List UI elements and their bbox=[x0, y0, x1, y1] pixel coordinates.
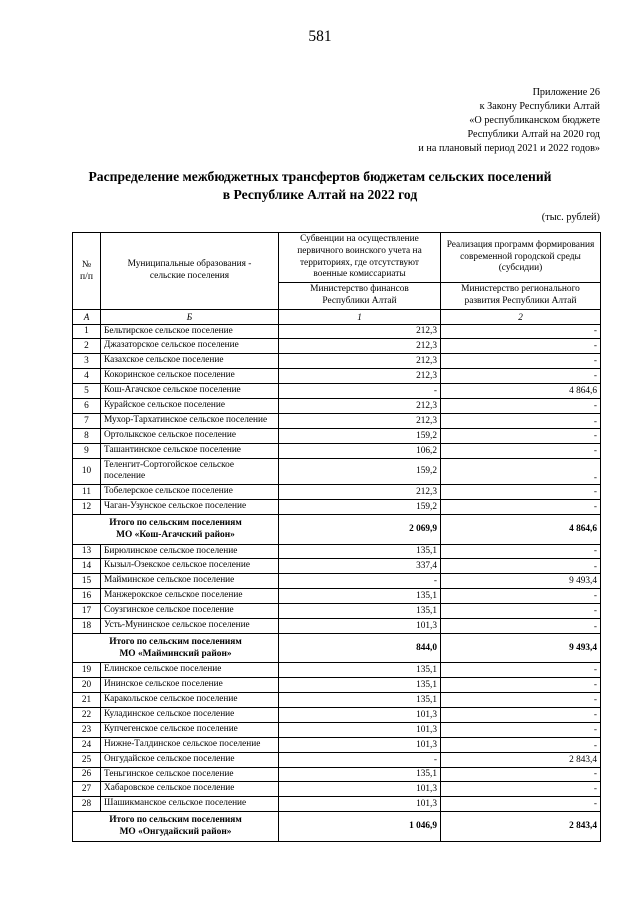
row-value-subvention: - bbox=[279, 752, 441, 767]
table-row bbox=[73, 693, 601, 708]
column-header-number-line-2: п/п bbox=[80, 270, 93, 282]
row-municipality-name: Ининское сельское поселение bbox=[101, 678, 279, 693]
row-value-subvention: 212,3 bbox=[279, 324, 441, 339]
row-municipality-name: Манжерокское сельское поселение bbox=[101, 589, 279, 604]
table-row bbox=[73, 443, 601, 458]
row-value-urban-environment: - bbox=[441, 707, 601, 722]
row-municipality-name: Курайское сельское поселение bbox=[101, 398, 279, 413]
row-municipality-name: Купчегенское сельское поселение bbox=[101, 722, 279, 737]
row-municipality-name: Хабаровское сельское поселение bbox=[101, 782, 279, 797]
table-row bbox=[73, 384, 601, 399]
appendix-line-2: к Закону Республики Алтай bbox=[479, 101, 600, 113]
column-subheader-regional-line-1: Министерство регионального bbox=[461, 284, 580, 294]
row-municipality-name: Соузгинское сельское поселение bbox=[101, 604, 279, 619]
table-row bbox=[73, 752, 601, 767]
column-header-municipality-line-2: сельские поселения bbox=[149, 270, 230, 281]
row-value-subvention: 212,3 bbox=[279, 398, 441, 413]
row-municipality-name: Кош-Агачское сельское поселение bbox=[101, 384, 279, 399]
row-municipality-name: Кокоринское сельское поселение bbox=[101, 369, 279, 384]
row-index: 18 bbox=[73, 618, 101, 633]
row-index: 3 bbox=[73, 354, 101, 369]
column-subheader-ministry-of-finance bbox=[279, 283, 441, 310]
table-row bbox=[73, 574, 601, 589]
row-value-urban-environment: - bbox=[441, 324, 601, 339]
table-row bbox=[73, 369, 601, 384]
row-value-urban-environment: - bbox=[441, 485, 601, 500]
row-index: 4 bbox=[73, 369, 101, 384]
table-row bbox=[73, 324, 601, 339]
row-value-subvention: 212,3 bbox=[279, 339, 441, 354]
row-index: 1 bbox=[73, 324, 101, 339]
total-value-subvention: 2 069,9 bbox=[279, 515, 441, 544]
total-label-line-1: Итого по сельским поселениям bbox=[109, 815, 242, 826]
row-value-urban-environment: - bbox=[441, 369, 601, 384]
row-index: 14 bbox=[73, 559, 101, 574]
table-row bbox=[73, 354, 601, 369]
row-value-subvention: 337,4 bbox=[279, 559, 441, 574]
column-header-urban-environment: Реализация программ формирования современной городской среды (субсидии) bbox=[441, 233, 601, 283]
row-value-subvention: 101,3 bbox=[279, 722, 441, 737]
document-title-line-1: Распределение межбюджетных трансфертов бюджетам сельских поселений bbox=[88, 169, 552, 184]
row-index: 6 bbox=[73, 398, 101, 413]
table-row bbox=[73, 485, 601, 500]
row-value-urban-environment: - bbox=[441, 398, 601, 413]
table-header bbox=[73, 233, 601, 325]
row-municipality-name: Кызыл-Озекское сельское поселение bbox=[101, 559, 279, 574]
table-total-row bbox=[73, 812, 601, 841]
row-municipality-name: Теньгинское сельское поселение bbox=[101, 767, 279, 782]
row-index: 7 bbox=[73, 413, 101, 428]
table-row bbox=[73, 544, 601, 559]
row-municipality-name: Бирюлинское сельское поселение bbox=[101, 544, 279, 559]
row-value-subvention: 159,2 bbox=[279, 458, 441, 485]
row-value-subvention: 106,2 bbox=[279, 443, 441, 458]
row-value-urban-environment: - bbox=[441, 428, 601, 443]
row-value-urban-environment: - bbox=[441, 458, 601, 485]
row-value-urban-environment: - bbox=[441, 589, 601, 604]
row-value-subvention: 159,2 bbox=[279, 500, 441, 515]
row-index: 10 bbox=[73, 458, 101, 485]
total-label-line-2: МО «Онгудайский район» bbox=[119, 827, 232, 838]
column-header-number-line-1: № bbox=[81, 259, 92, 271]
row-value-subvention: 135,1 bbox=[279, 678, 441, 693]
row-municipality-name: Ташантинское сельское поселение bbox=[101, 443, 279, 458]
row-municipality-name: Ортолыкское сельское поселение bbox=[101, 428, 279, 443]
column-header-subvention: Субвенции на осуществление первичного воинского учета на территориях, где отсутствуют военные комиссариаты bbox=[279, 233, 441, 283]
row-value-urban-environment: - bbox=[441, 413, 601, 428]
row-index: 27 bbox=[73, 782, 101, 797]
row-value-urban-environment: 4 864,6 bbox=[441, 384, 601, 399]
row-value-subvention: 101,3 bbox=[279, 618, 441, 633]
row-value-urban-environment: - bbox=[441, 693, 601, 708]
row-value-urban-environment: - bbox=[441, 663, 601, 678]
row-value-subvention: 101,3 bbox=[279, 797, 441, 812]
row-municipality-name: Тобелерское сельское поселение bbox=[101, 485, 279, 500]
row-value-subvention: - bbox=[279, 574, 441, 589]
row-index: 15 bbox=[73, 574, 101, 589]
transfers-table bbox=[72, 232, 601, 842]
total-value-urban-environment: 9 493,4 bbox=[441, 633, 601, 662]
row-index: 21 bbox=[73, 693, 101, 708]
appendix-line-1: Приложение 26 bbox=[532, 87, 600, 98]
column-marker-2: 2 bbox=[441, 309, 601, 324]
table-row bbox=[73, 458, 601, 485]
row-municipality-name: Елинское сельское поселение bbox=[101, 663, 279, 678]
total-value-urban-environment: 2 843,4 bbox=[441, 812, 601, 841]
row-value-urban-environment: - bbox=[441, 544, 601, 559]
table-row bbox=[73, 722, 601, 737]
total-label-line-1: Итого по сельским поселениям bbox=[109, 636, 242, 647]
row-value-urban-environment: - bbox=[441, 339, 601, 354]
row-index: 22 bbox=[73, 707, 101, 722]
row-index: 17 bbox=[73, 604, 101, 619]
total-label bbox=[73, 633, 279, 662]
table-row bbox=[73, 559, 601, 574]
row-index: 23 bbox=[73, 722, 101, 737]
row-value-urban-environment: - bbox=[441, 500, 601, 515]
table-row bbox=[73, 618, 601, 633]
row-value-subvention: 101,3 bbox=[279, 707, 441, 722]
column-header-number bbox=[73, 233, 101, 310]
row-value-subvention: 159,2 bbox=[279, 428, 441, 443]
table-row bbox=[73, 589, 601, 604]
row-value-subvention: 135,1 bbox=[279, 693, 441, 708]
row-municipality-name: Майминское сельское поселение bbox=[101, 574, 279, 589]
row-index: 28 bbox=[73, 797, 101, 812]
row-index: 25 bbox=[73, 752, 101, 767]
table-row bbox=[73, 663, 601, 678]
page-number: 581 bbox=[308, 28, 332, 45]
row-index: 13 bbox=[73, 544, 101, 559]
row-municipality-name: Казахское сельское поселение bbox=[101, 354, 279, 369]
appendix-line-3: «О республиканском бюджете bbox=[469, 115, 600, 127]
column-header-municipality-line-1: Муниципальные образования - bbox=[127, 259, 252, 269]
row-municipality-name: Джазаторское сельское поселение bbox=[101, 339, 279, 354]
row-value-urban-environment: - bbox=[441, 443, 601, 458]
row-value-urban-environment: - bbox=[441, 604, 601, 619]
column-header-municipality bbox=[101, 233, 279, 310]
row-index: 19 bbox=[73, 663, 101, 678]
row-value-subvention: 212,3 bbox=[279, 413, 441, 428]
row-value-subvention: 212,3 bbox=[279, 354, 441, 369]
table-row bbox=[73, 339, 601, 354]
total-value-urban-environment: 4 864,6 bbox=[441, 515, 601, 544]
document-title bbox=[60, 168, 580, 204]
table-row bbox=[73, 500, 601, 515]
row-municipality-name: Онгудайское сельское поселение bbox=[101, 752, 279, 767]
total-label bbox=[73, 515, 279, 544]
row-value-urban-environment: - bbox=[441, 559, 601, 574]
row-index: 12 bbox=[73, 500, 101, 515]
row-value-urban-environment: - bbox=[441, 678, 601, 693]
row-index: 2 bbox=[73, 339, 101, 354]
table-body bbox=[73, 324, 601, 841]
table-row bbox=[73, 428, 601, 443]
row-value-urban-environment: - bbox=[441, 618, 601, 633]
row-value-subvention: 135,1 bbox=[279, 604, 441, 619]
column-subheader-regional-line-2: развития Республики Алтай bbox=[464, 295, 577, 306]
row-value-subvention: 101,3 bbox=[279, 782, 441, 797]
row-municipality-name: Каракольское сельское поселение bbox=[101, 693, 279, 708]
total-value-subvention: 844,0 bbox=[279, 633, 441, 662]
table-row bbox=[73, 707, 601, 722]
table-row bbox=[73, 797, 601, 812]
table-row bbox=[73, 678, 601, 693]
document-title-line-2: в Республике Алтай на 2022 год bbox=[222, 186, 418, 202]
row-municipality-name: Куладинское сельское поселение bbox=[101, 707, 279, 722]
row-value-subvention: 135,1 bbox=[279, 589, 441, 604]
table-row bbox=[73, 737, 601, 752]
row-municipality-name: Бельтирское сельское поселение bbox=[101, 324, 279, 339]
row-index: 5 bbox=[73, 384, 101, 399]
row-value-subvention: 101,3 bbox=[279, 737, 441, 752]
table-total-row bbox=[73, 515, 601, 544]
row-index: 8 bbox=[73, 428, 101, 443]
row-value-urban-environment: - bbox=[441, 767, 601, 782]
total-value-subvention: 1 046,9 bbox=[279, 812, 441, 841]
row-value-subvention: 212,3 bbox=[279, 485, 441, 500]
row-value-urban-environment: - bbox=[441, 722, 601, 737]
row-municipality-name: Чаган-Узунское сельское поселение bbox=[101, 500, 279, 515]
row-index: 24 bbox=[73, 737, 101, 752]
row-municipality-name: Усть-Мунинское сельское поселение bbox=[101, 618, 279, 633]
total-label-line-1: Итого по сельским поселениям bbox=[109, 518, 242, 529]
column-marker-1: 1 bbox=[279, 309, 441, 324]
table-total-row bbox=[73, 633, 601, 662]
units-note: (тыс. рублей) bbox=[541, 212, 600, 223]
row-value-urban-environment: - bbox=[441, 782, 601, 797]
total-label bbox=[73, 812, 279, 841]
appendix-reference bbox=[260, 86, 600, 156]
table-row bbox=[73, 604, 601, 619]
appendix-line-4: Республики Алтай на 2020 год bbox=[467, 129, 600, 141]
row-value-subvention: 135,1 bbox=[279, 767, 441, 782]
row-value-subvention: - bbox=[279, 384, 441, 399]
total-label-line-2: МО «Майминский район» bbox=[119, 649, 232, 660]
table-row bbox=[73, 413, 601, 428]
row-value-urban-environment: - bbox=[441, 797, 601, 812]
column-marker-row bbox=[73, 309, 601, 324]
table-row bbox=[73, 767, 601, 782]
total-label-line-2: МО «Кош-Агачский район» bbox=[116, 530, 235, 541]
row-value-subvention: 212,3 bbox=[279, 369, 441, 384]
row-municipality-name: Шашикманское сельское поселение bbox=[101, 797, 279, 812]
row-value-urban-environment: 9 493,4 bbox=[441, 574, 601, 589]
row-value-urban-environment: - bbox=[441, 737, 601, 752]
row-municipality-name: Мухор-Тархатинское сельское поселение bbox=[101, 413, 279, 428]
column-subheader-ministry-of-regional-development bbox=[441, 283, 601, 310]
appendix-line-5: и на плановый период 2021 и 2022 годов» bbox=[418, 143, 600, 155]
row-index: 26 bbox=[73, 767, 101, 782]
row-index: 11 bbox=[73, 485, 101, 500]
row-municipality-name: Теленгит-Сортогойское сельское поселение bbox=[101, 458, 279, 485]
row-value-urban-environment: 2 843,4 bbox=[441, 752, 601, 767]
row-value-subvention: 135,1 bbox=[279, 663, 441, 678]
row-municipality-name: Нижне-Талдинское сельское поселение bbox=[101, 737, 279, 752]
column-subheader-finance-line-1: Министерство финансов bbox=[310, 284, 409, 294]
column-marker-b: Б bbox=[101, 309, 279, 324]
row-index: 9 bbox=[73, 443, 101, 458]
row-value-subvention: 135,1 bbox=[279, 544, 441, 559]
row-value-urban-environment: - bbox=[441, 354, 601, 369]
table-row bbox=[73, 782, 601, 797]
row-index: 20 bbox=[73, 678, 101, 693]
column-subheader-finance-line-2: Республики Алтай bbox=[322, 295, 397, 306]
table-row bbox=[73, 398, 601, 413]
column-marker-a: А bbox=[73, 309, 101, 324]
row-index: 16 bbox=[73, 589, 101, 604]
